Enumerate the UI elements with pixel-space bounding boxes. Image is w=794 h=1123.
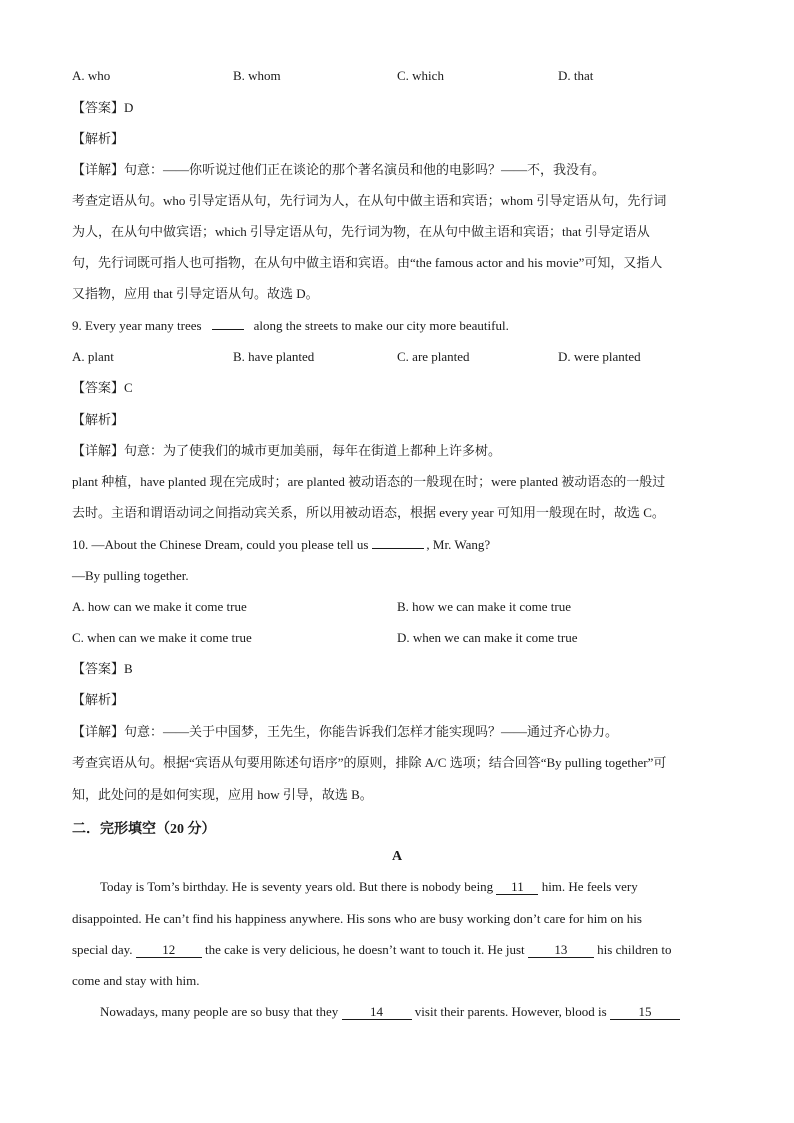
- detail-label: 【详解】: [72, 443, 125, 458]
- q9-answer: [72, 380, 133, 396]
- blank-11: 11: [496, 880, 538, 895]
- text: his children to: [597, 942, 672, 957]
- q8-explain-line-1: 考查定语从句。who 引导定语从句，先行词为人，在从句中做主语和宾语；whom 引导定语从句，先行词: [72, 193, 667, 208]
- blank-12: 12: [136, 943, 202, 958]
- text: Today is Tom’s birthday. He is seventy years old. But there is nobody being: [100, 879, 494, 894]
- q8-explain-line-2: 为人，在从句中做宾语；which 引导定语从句，先行词为物，在从句中做主语和宾语；that 引导定语从: [72, 224, 650, 239]
- q10-blank: [372, 548, 424, 549]
- passage-line-5: [100, 1004, 750, 1020]
- q10-reply: —By pulling together.: [72, 568, 189, 583]
- q10-analysis-label: 【解析】: [72, 692, 125, 707]
- q9-option-d: D. were planted: [558, 349, 641, 364]
- passage-line-1: [100, 879, 750, 895]
- text: Nowadays, many people are so busy that they: [100, 1004, 339, 1019]
- q10-stem: [72, 537, 490, 553]
- answer-value: C: [124, 380, 133, 395]
- q10-stem-after: , Mr. Wang?: [426, 537, 491, 552]
- q9-option-a: A. plant: [72, 349, 114, 364]
- q9-explain-line-1: plant 种植，have planted 现在完成时；are planted 被动语态的一般现在时；were planted 被动语态的一般过: [72, 474, 666, 489]
- answer-label: 【答案】: [72, 100, 125, 115]
- passage-line-4: come and stay with him.: [72, 973, 200, 988]
- q8-option-b: B. whom: [233, 68, 281, 83]
- answer-label: 【答案】: [72, 661, 125, 676]
- detail-label: 【详解】: [72, 724, 125, 739]
- q9-explain-line-2: 去时。主语和谓语动词之间指动宾关系，所以用被动语态，根据 every year 可知用一般现在时，故选 C。: [72, 505, 665, 520]
- q10-explain-line-1: 考查宾语从句。根据“宾语从句要用陈述句语序”的原则，排除 A/C 选项；结合回答“By pulling together”可: [72, 755, 667, 770]
- passage-label: A: [391, 849, 403, 864]
- q10-stem-before: 10. —About the Chinese Dream, could you please tell us: [72, 537, 369, 552]
- text: the cake is very delicious, he doesn’t want to touch it. He just: [205, 942, 525, 957]
- detail-text: 句意：为了使我们的城市更加美丽，每年在街道上都种上许多树。: [124, 443, 502, 458]
- blank-15: 15: [610, 1005, 680, 1020]
- passage-line-3: [72, 942, 722, 958]
- q8-detail: [72, 162, 605, 178]
- q9-stem-after: along the streets to make our city more beautiful.: [253, 318, 509, 333]
- answer-label: 【答案】: [72, 380, 125, 395]
- section-title: 二．完形填空（20 分）: [72, 822, 216, 837]
- blank-13: 13: [528, 943, 594, 958]
- q10-explain-line-2: 知，此处问的是如何实现，应用 how 引导，故选 B。: [72, 787, 373, 802]
- q8-option-a: A. who: [72, 68, 111, 83]
- blank-14: 14: [342, 1005, 412, 1020]
- q10-option-a: A. how can we make it come true: [72, 599, 247, 614]
- q9-blank: [212, 329, 244, 330]
- q9-option-b: B. have planted: [233, 349, 315, 364]
- q10-answer: [72, 661, 133, 677]
- text: special day.: [72, 942, 133, 957]
- text: visit their parents. However, blood is: [414, 1004, 607, 1019]
- answer-value: D: [124, 100, 134, 115]
- detail-label: 【详解】: [72, 162, 125, 177]
- answer-value: B: [124, 661, 133, 676]
- detail-text: 句意：——关于中国梦，王先生，你能告诉我们怎样才能实现吗？——通过齐心协力。: [124, 724, 619, 739]
- q8-explain-line-4: 又指物，应用 that 引导定语从句。故选 D。: [72, 286, 319, 301]
- q10-option-b: B. how we can make it come true: [397, 599, 571, 614]
- detail-text: 句意：——你听说过他们正在谈论的那个著名演员和他的电影吗？——不，我没有。: [124, 162, 606, 177]
- q10-detail: [72, 724, 618, 740]
- q8-option-c: C. which: [397, 68, 444, 83]
- q9-analysis-label: 【解析】: [72, 412, 125, 427]
- q10-option-c: C. when can we make it come true: [72, 630, 252, 645]
- q9-stem: [72, 318, 509, 334]
- passage-line-2: disappointed. He can’t find his happiness anywhere. His sons who are busy working don’t care for him on his: [72, 911, 642, 926]
- q8-option-d: D. that: [558, 68, 594, 83]
- q8-answer: [72, 100, 133, 116]
- q10-option-d: D. when we can make it come true: [397, 630, 578, 645]
- text: him. He feels very: [541, 879, 638, 894]
- q8-analysis-label: 【解析】: [72, 131, 125, 146]
- q9-stem-before: 9. Every year many trees: [72, 318, 202, 333]
- q9-detail: [72, 443, 501, 459]
- q8-explain-line-3: 句，先行词既可指人也可指物，在从句中做主语和宾语。由“the famous actor and his movie”可知，又指人: [72, 255, 663, 270]
- q9-option-c: C. are planted: [397, 349, 470, 364]
